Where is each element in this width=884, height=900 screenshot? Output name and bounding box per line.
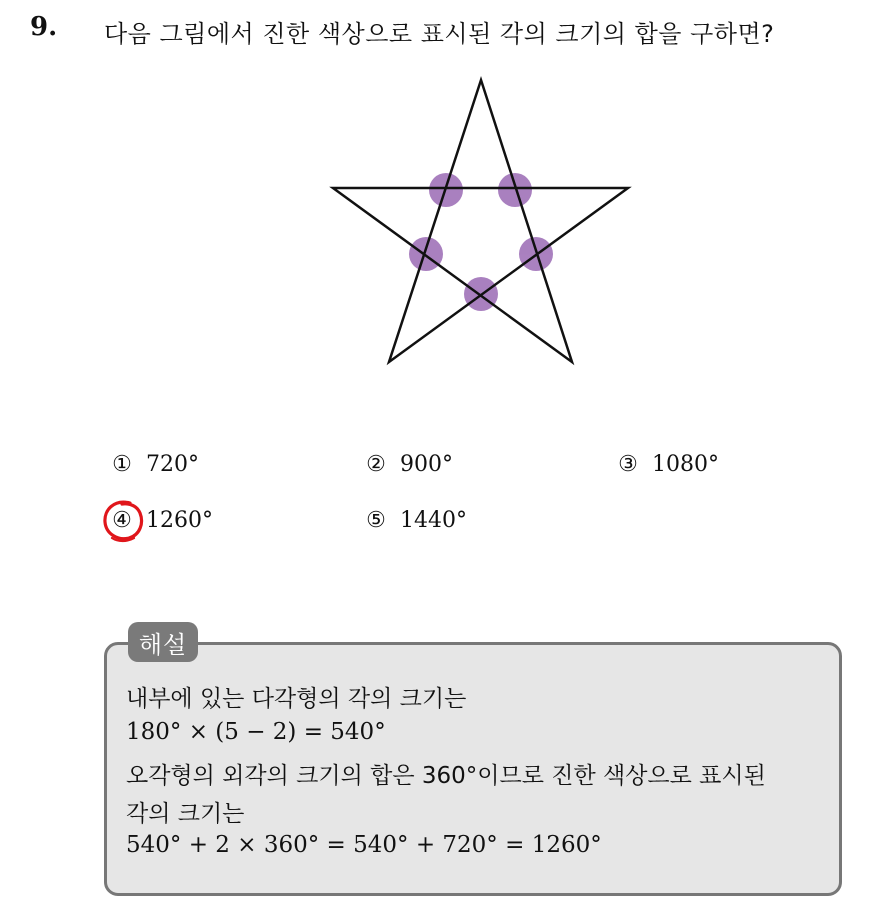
choice-5-label: 1440°	[400, 508, 467, 533]
angle-highlights	[409, 173, 553, 311]
choice-1[interactable]	[108, 452, 199, 477]
choice-3-label: 1080°	[652, 452, 719, 477]
solution-line-3: 오각형의 외각의 크기의 합은 360°이므로 진한 색상으로 표시된	[126, 763, 766, 789]
solution-tag: 해설	[128, 622, 198, 662]
question-text: 다음 그림에서 진한 색상으로 표시된 각의 크기의 합을 구하면?	[104, 20, 775, 48]
choice-5[interactable]	[362, 508, 467, 533]
choice-4-label: 1260°	[146, 508, 213, 533]
solution-line-1: 내부에 있는 다각형의 각의 크기는	[126, 686, 467, 712]
question-number: 9.	[30, 12, 58, 42]
choice-2-label: 900°	[400, 452, 453, 477]
solution-line-5: 540° + 2 × 360° = 540° + 720° = 1260°	[126, 832, 602, 858]
choice-4-number: ④	[112, 508, 132, 533]
answer-circle-mark	[100, 498, 146, 544]
choice-2[interactable]	[362, 452, 453, 477]
choice-3-number: ③	[618, 452, 638, 477]
star-figure	[0, 0, 884, 400]
choice-5-number: ⑤	[366, 508, 386, 533]
solution-line-2: 180° × (5 − 2) = 540°	[126, 719, 386, 745]
solution-line-4: 각의 크기는	[126, 801, 245, 827]
angle-highlight-2	[498, 173, 532, 207]
star-outline	[333, 80, 628, 362]
choice-3[interactable]	[614, 452, 719, 477]
choice-2-number: ②	[366, 452, 386, 477]
choice-1-number: ①	[112, 452, 132, 477]
choice-1-label: 720°	[146, 452, 199, 477]
